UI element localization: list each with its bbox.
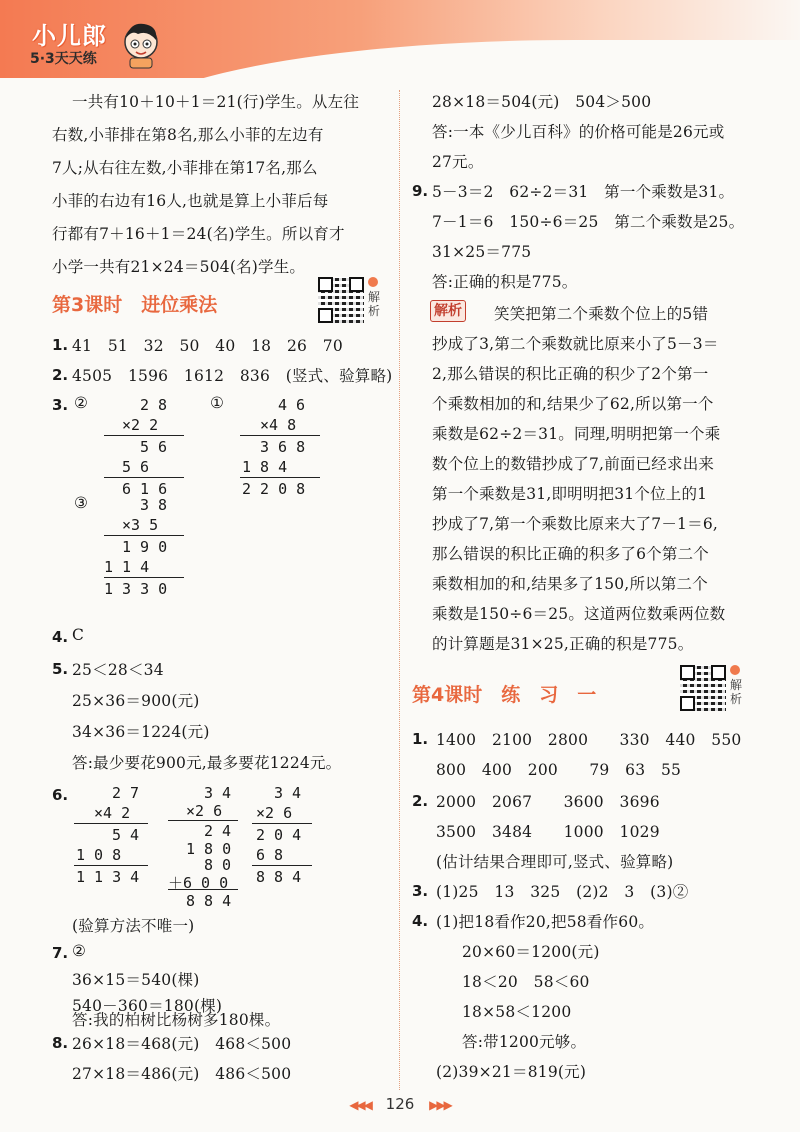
answer-note: (验算方法不唯一) bbox=[72, 917, 195, 935]
analysis-tag: 解析 bbox=[430, 300, 466, 322]
answer-line: 3500 3484 1000 1029 bbox=[436, 823, 660, 841]
answer-line: 34×36＝1224(元) bbox=[72, 723, 210, 741]
question-number: 2. bbox=[52, 366, 69, 384]
answer-q4: C bbox=[72, 626, 85, 644]
calc-row: 3 8 bbox=[140, 496, 168, 514]
calc-row: 1 1 4 bbox=[104, 558, 150, 576]
answer-line: (估计结果合理即可,竖式、验算略) bbox=[436, 853, 674, 871]
intro-line: 小学一共有21×24＝504(名)学生。 bbox=[52, 258, 306, 276]
calc-row: 5 6 bbox=[122, 458, 150, 476]
calc-line bbox=[104, 435, 184, 436]
qr-code-icon[interactable] bbox=[680, 665, 726, 711]
question-number: 8. bbox=[52, 1034, 69, 1052]
answer-line: 31×25＝775 bbox=[432, 243, 532, 261]
section-title-lesson-3: 第3课时 进位乘法 bbox=[52, 294, 218, 316]
calc-row: 1 1 3 4 bbox=[76, 868, 140, 886]
calc-row: 1 8 0 bbox=[186, 840, 232, 858]
answer-q2: 4505 1596 1612 836 (竖式、验算略) bbox=[72, 367, 393, 385]
answer-line: 25×36＝900(元) bbox=[72, 692, 200, 710]
calc-row: ×2 6 bbox=[186, 802, 223, 820]
intro-line: 7人;从右往左数,小菲排在第17名,那么 bbox=[52, 159, 318, 177]
calc-row: 3 6 8 bbox=[260, 438, 306, 456]
calc-row: 8 0 bbox=[204, 856, 232, 874]
answer-line: 540－360＝180(棵) bbox=[72, 997, 223, 1015]
calc-row: 2 4 bbox=[204, 822, 232, 840]
analysis-line: 抄成了7,第一个乘数比原来大了7－1＝6, bbox=[432, 515, 719, 533]
answer-line: 答:最少要花900元,最多要花1224元。 bbox=[72, 754, 342, 772]
question-number: 3. bbox=[412, 882, 429, 900]
calc-line bbox=[252, 823, 312, 824]
circled-mark: ② bbox=[74, 394, 89, 412]
calc-row: 1 0 8 bbox=[76, 846, 122, 864]
calc-row: 1 8 4 bbox=[242, 458, 288, 476]
question-number: 9. bbox=[412, 182, 429, 200]
calc-row: 6 8 bbox=[256, 846, 284, 864]
answer-line: 36×15＝540(棵) bbox=[72, 971, 200, 989]
answer-line: (1)25 13 325 (2)2 3 (3)② bbox=[436, 883, 689, 901]
answer-line: 27元。 bbox=[432, 153, 484, 171]
answer-line: 2000 2067 3600 3696 bbox=[436, 793, 660, 811]
calc-line bbox=[104, 577, 184, 578]
answer-line: 答:带1200元够。 bbox=[462, 1033, 587, 1051]
answer-line: 25＜28＜34 bbox=[72, 661, 164, 679]
analysis-line: 2,那么错误的积比正确的积少了2个第一 bbox=[432, 365, 709, 383]
next-arrows-icon: ▶▶▶ bbox=[429, 1098, 451, 1112]
intro-line: 小菲的右边有16人,也就是算上小菲后每 bbox=[52, 192, 329, 210]
calc-row: 1 9 0 bbox=[122, 538, 168, 556]
play-icon bbox=[730, 665, 740, 675]
calc-row: 5 6 bbox=[140, 438, 168, 456]
analysis-line: 第一个乘数是31,即明明把31个位上的1 bbox=[432, 485, 708, 503]
page-footer bbox=[0, 1095, 800, 1113]
question-number: 7. bbox=[52, 944, 69, 962]
calc-row: ＋6 0 0 bbox=[168, 874, 229, 892]
qr-label: 解析 bbox=[368, 290, 381, 318]
calc-line bbox=[168, 820, 238, 821]
answer-line: 800 400 200 79 63 55 bbox=[436, 761, 682, 779]
analysis-line: 乘数是62÷2＝31。同理,明明把第一个乘 bbox=[432, 425, 721, 443]
calc-row: ×2 6 bbox=[256, 804, 293, 822]
answer-line: 20×60＝1200(元) bbox=[462, 943, 600, 961]
play-icon bbox=[368, 277, 378, 287]
calc-row: 5 4 bbox=[112, 826, 140, 844]
calc-line bbox=[104, 535, 184, 536]
calc-row: 3 4 bbox=[274, 784, 302, 802]
answer-line: 18＜20 58＜60 bbox=[462, 973, 590, 991]
logo-subtitle: 5·3天天练 bbox=[30, 51, 97, 67]
analysis-line: 乘数相加的和,结果多了150,所以第二个 bbox=[432, 575, 708, 593]
calc-row: 8 8 4 bbox=[256, 868, 302, 886]
calc-row: 4 6 bbox=[278, 396, 306, 414]
calc-row: ×4 8 bbox=[260, 416, 297, 434]
answer-line: 27×18＝486(元) 486＜500 bbox=[72, 1065, 292, 1083]
analysis-line: 的计算题是31×25,正确的积是775。 bbox=[432, 635, 694, 653]
column-divider bbox=[399, 90, 400, 1090]
section-title-lesson-4: 第4课时 练 习 一 bbox=[412, 684, 597, 706]
intro-line: 行都有7＋16＋1＝24(名)学生。所以育才 bbox=[52, 225, 345, 243]
analysis-line: 笑笑把第二个乘数个位上的5错 bbox=[494, 305, 709, 323]
calc-row: 2 7 bbox=[112, 784, 140, 802]
circled-mark: ① bbox=[210, 394, 225, 412]
intro-line: 右数,小菲排在第8名,那么小菲的左边有 bbox=[52, 126, 324, 144]
calc-row: ×4 2 bbox=[94, 804, 131, 822]
answer-q1: 41 51 32 50 40 18 26 70 bbox=[72, 337, 343, 355]
answer-line: 1400 2100 2800 330 440 550 bbox=[436, 731, 742, 749]
answer-line: 答:一本《少儿百科》的价格可能是26元或 bbox=[432, 123, 725, 141]
answer-line: 28×18＝504(元) 504＞500 bbox=[432, 93, 652, 111]
qr-code-icon[interactable] bbox=[318, 277, 364, 323]
calc-row: 8 8 4 bbox=[186, 892, 232, 910]
analysis-line: 数个位上的数错抄成了7,前面已经求出来 bbox=[432, 455, 715, 473]
analysis-line: 个乘数相加的和,结果少了62,所以第一个 bbox=[432, 395, 714, 413]
answer-line: ② bbox=[72, 942, 87, 960]
question-number: 2. bbox=[412, 792, 429, 810]
calc-row: 3 4 bbox=[204, 784, 232, 802]
question-number: 5. bbox=[52, 660, 69, 678]
question-number: 3. bbox=[52, 396, 69, 414]
calc-line bbox=[104, 477, 184, 478]
question-number: 4. bbox=[52, 628, 69, 646]
qr-label: 解析 bbox=[730, 678, 743, 706]
calc-row: 2 2 0 8 bbox=[242, 480, 306, 498]
intro-line: 一共有10＋10＋1＝21(行)学生。从左往 bbox=[72, 93, 360, 111]
logo-title: 小儿郎 bbox=[32, 22, 107, 50]
calc-line bbox=[240, 477, 320, 478]
analysis-line: 抄成了3,第二个乘数就比原来小了5－3＝ bbox=[432, 335, 719, 353]
mascot-icon bbox=[118, 18, 164, 70]
brand-logo bbox=[26, 14, 176, 76]
circled-mark: ③ bbox=[74, 494, 89, 512]
calc-row: 2 8 bbox=[140, 396, 168, 414]
calc-line bbox=[240, 435, 320, 436]
analysis-line: 乘数是150÷6＝25。这道两位数乘两位数 bbox=[432, 605, 726, 623]
calc-line bbox=[74, 865, 148, 866]
analysis-line: 那么错误的积比正确的积多了6个第二个 bbox=[432, 545, 709, 563]
answer-line: 26×18＝468(元) 468＜500 bbox=[72, 1035, 292, 1053]
answer-line: (1)把18看作20,把58看作60。 bbox=[436, 913, 655, 931]
prev-arrows-icon: ◀◀◀ bbox=[349, 1098, 371, 1112]
answer-line: 答:我的柏树比杨树多180棵。 bbox=[72, 1011, 281, 1029]
page-number: 126 bbox=[385, 1095, 415, 1113]
question-number: 1. bbox=[412, 730, 429, 748]
answer-line: 7－1＝6 150÷6＝25 第二个乘数是25。 bbox=[432, 213, 745, 231]
answer-line: 5－3＝2 62÷2＝31 第一个乘数是31。 bbox=[432, 183, 735, 201]
calc-row: 6 1 6 bbox=[122, 480, 168, 498]
calc-line bbox=[74, 823, 148, 824]
answer-line: 18×58＜1200 bbox=[462, 1003, 572, 1021]
calc-row: 1 3 3 0 bbox=[104, 580, 168, 598]
calc-row: ×2 2 bbox=[122, 416, 159, 434]
question-number: 4. bbox=[412, 912, 429, 930]
calc-row: 2 0 4 bbox=[256, 826, 302, 844]
question-number: 1. bbox=[52, 336, 69, 354]
answer-line: (2)39×21＝819(元) bbox=[436, 1063, 587, 1081]
answer-line: 答:正确的积是775。 bbox=[432, 273, 578, 291]
question-number: 6. bbox=[52, 786, 69, 804]
calc-line bbox=[252, 865, 312, 866]
calc-line bbox=[168, 889, 238, 890]
calc-row: ×3 5 bbox=[122, 516, 159, 534]
